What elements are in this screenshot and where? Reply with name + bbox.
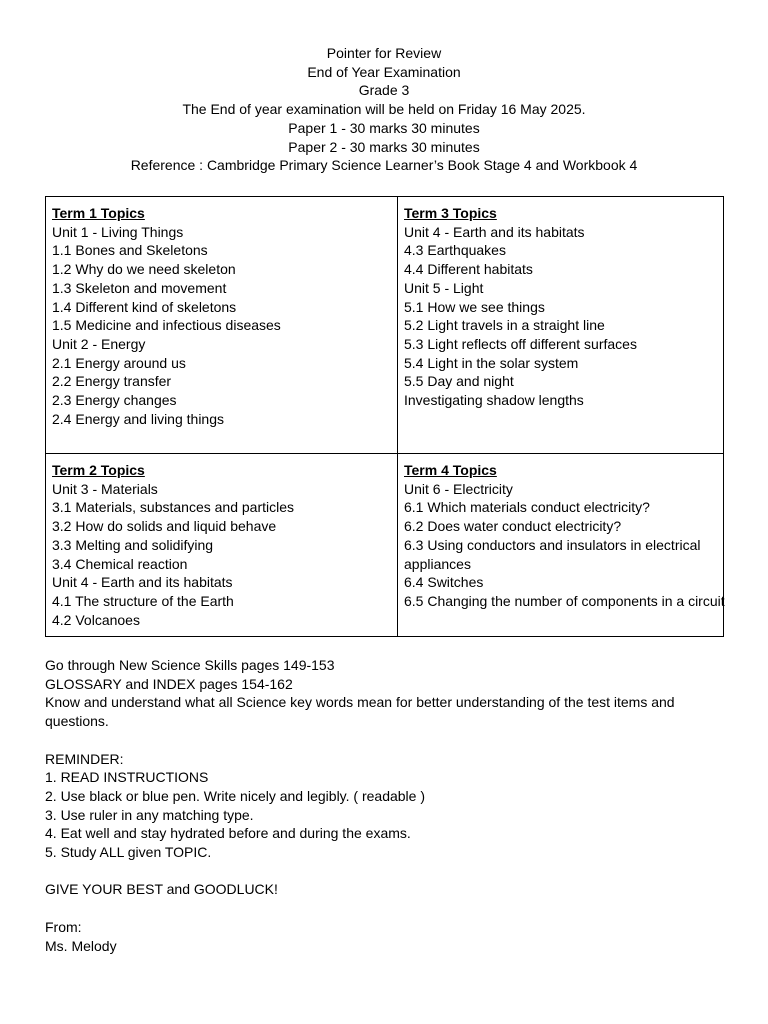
topic-item: 1.5 Medicine and infectious diseases [52, 317, 281, 334]
document-header [0, 44, 768, 175]
topic-item: 6.5 Changing the number of components in a circuit [404, 592, 725, 609]
topic-item: Unit 1 - Living Things [52, 223, 184, 240]
topic-item: 2.3 Energy changes [52, 392, 177, 409]
topic-item: 2.2 Energy transfer [52, 373, 172, 390]
topic-item: 5.2 Light travels in a straight line [404, 317, 605, 334]
reminder-item: 1. READ INSTRUCTIONS [45, 769, 209, 786]
reminder-item: 4. Eat well and stay hydrated before and during the exams. [45, 825, 411, 842]
reference-line: Reference : Cambridge Primary Science Learner’s Book Stage 4 and Workbook 4 [130, 157, 638, 174]
paper-2-line: Paper 2 - 30 marks 30 minutes [288, 138, 480, 155]
topic-item: 5.5 Day and night [404, 373, 514, 390]
reminder-heading: REMINDER: [45, 750, 124, 767]
topic-item: Unit 4 - Earth and its habitats [52, 574, 233, 591]
topic-item: 6.1 Which materials conduct electricity? [404, 499, 650, 516]
topic-item: 3.1 Materials, substances and particles [52, 499, 295, 516]
topic-item: 4.4 Different habitats [404, 261, 533, 278]
topic-item: 4.2 Volcanoes [52, 611, 140, 628]
grade-level: Grade 3 [358, 82, 410, 99]
from-label: From: [45, 918, 82, 935]
document-footer [45, 656, 725, 955]
topic-item: 5.4 Light in the solar system [404, 354, 579, 371]
topic-item: 5.3 Light reflects off different surfaces [404, 335, 637, 352]
topic-item: 1.1 Bones and Skeletons [52, 242, 208, 259]
term-2-cell [46, 454, 398, 637]
topic-item: 6.3 Using conductors and insulators in electrical [404, 536, 701, 553]
paper-1-line: Paper 1 - 30 marks 30 minutes [288, 119, 480, 136]
topic-item: 1.3 Skeleton and movement [52, 279, 227, 296]
exam-name: End of Year Examination [307, 63, 461, 80]
reminder-item: 5. Study ALL given TOPIC. [45, 844, 212, 861]
study-note: questions. [45, 713, 109, 730]
reminder-item: 2. Use black or blue pen. Write nicely and legibly. ( readable ) [45, 787, 426, 804]
spacer [45, 862, 725, 881]
term-3-cell [398, 197, 724, 454]
topic-item: Unit 6 - Electricity [404, 480, 513, 497]
topic-item: 3.2 How do solids and liquid behave [52, 518, 277, 535]
topic-item: appliances [404, 555, 471, 572]
reminder-item: 3. Use ruler in any matching type. [45, 806, 254, 823]
topic-item: Investigating shadow lengths [404, 392, 584, 409]
topic-item: 6.4 Switches [404, 574, 484, 591]
topic-item: 2.4 Energy and living things [52, 410, 224, 427]
exam-date-line: The End of year examination will be held on Friday 16 May 2025. [182, 101, 586, 118]
topic-item: Unit 5 - Light [404, 279, 484, 296]
topic-item: 2.1 Energy around us [52, 354, 186, 371]
study-note: Go through New Science Skills pages 149-153 [45, 657, 335, 673]
topic-item: 1.2 Why do we need skeleton [52, 261, 236, 278]
topic-item: 1.4 Different kind of skeletons [52, 298, 237, 315]
signature-name: Ms. Melody [45, 937, 117, 954]
topics-table [45, 196, 724, 637]
topic-item: Unit 4 - Earth and its habitats [404, 223, 585, 240]
topic-item: 6.2 Does water conduct electricity? [404, 518, 622, 535]
topic-item: 5.1 How we see things [404, 298, 545, 315]
topic-item: 3.3 Melting and solidifying [52, 536, 214, 553]
study-note: GLOSSARY and INDEX pages 154-162 [45, 675, 293, 692]
spacer [45, 899, 725, 918]
term-3-title: Term 3 Topics [404, 205, 497, 221]
term-4-title: Term 4 Topics [404, 462, 497, 478]
term-1-title: Term 1 Topics [52, 205, 145, 221]
document-title: Pointer for Review [326, 45, 442, 61]
topic-item: Unit 2 - Energy [52, 335, 146, 352]
topic-item: 3.4 Chemical reaction [52, 555, 188, 572]
topic-item: Unit 3 - Materials [52, 480, 158, 497]
term-1-cell [46, 197, 398, 454]
term-2-title: Term 2 Topics [52, 462, 145, 478]
closing-message: GIVE YOUR BEST and GOODLUCK! [45, 881, 278, 898]
topic-item: 4.3 Earthquakes [404, 242, 506, 259]
term-4-cell [398, 454, 724, 637]
study-note: Know and understand what all Science key words mean for better understanding of the test items and [45, 694, 675, 711]
topic-item: 4.1 The structure of the Earth [52, 592, 234, 609]
spacer [45, 731, 725, 750]
